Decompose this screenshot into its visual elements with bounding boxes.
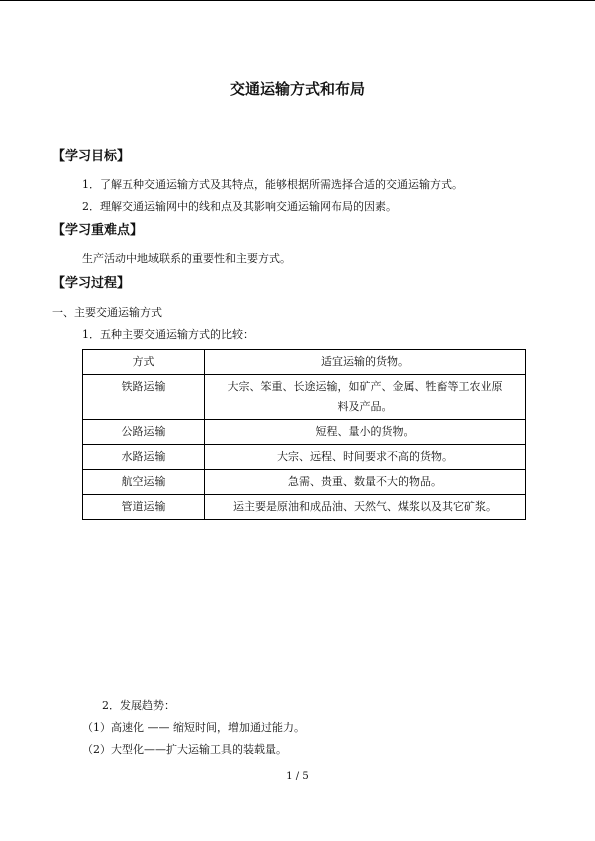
mode-cell: 铁路运输 (83, 375, 205, 420)
goods-cell-line-2: 料及产品。 (337, 400, 393, 413)
table-header-row (83, 350, 526, 375)
process-heading: 【学习过程】 (52, 276, 131, 291)
trend-item-1: （1）高速化 —— 缩短时间，增加通过能力。 (82, 721, 305, 734)
goods-cell: 大宗、远程、时间要求不高的货物。 (205, 445, 526, 470)
header-goods: 适宜运输的货物。 (205, 350, 526, 375)
key-points-heading: 【学习重难点】 (52, 223, 144, 238)
header-mode: 方式 (83, 350, 205, 375)
goods-cell: 运主要是原油和成品油、天然气、煤浆以及其它矿浆。 (205, 495, 526, 520)
mode-cell: 公路运输 (83, 420, 205, 445)
header-rule (0, 0, 595, 1)
subsection-2-heading: 2．发展趋势： (102, 699, 175, 712)
mode-cell: 航空运输 (83, 470, 205, 495)
mode-cell: 水路运输 (83, 445, 205, 470)
table-row (83, 420, 526, 445)
page-title: 交通运输方式和布局 (229, 80, 365, 98)
table-row (83, 470, 526, 495)
objectives-heading: 【学习目标】 (52, 149, 131, 164)
table-row (83, 495, 526, 520)
transport-comparison-table (82, 349, 526, 520)
objective-item-1: 1．了解五种交通运输方式及其特点，能够根据所需选择合适的交通运输方式。 (82, 178, 463, 191)
goods-cell-line-1: 大宗、笨重、长途运输，如矿产、金属、牲畜等工农业原 (227, 380, 503, 393)
table-row (83, 375, 526, 420)
mode-cell: 管道运输 (83, 495, 205, 520)
goods-cell: 急需、贵重、数量不大的物品。 (205, 470, 526, 495)
table-row (83, 445, 526, 470)
page-number: 1 / 5 (286, 771, 309, 782)
section-1-heading: 一、主要交通运输方式 (52, 306, 162, 319)
objective-item-2: 2．理解交通运输网中的线和点及其影响交通运输网布局的因素。 (82, 200, 397, 213)
subsection-1-heading: 1．五种主要交通运输方式的比较： (82, 328, 254, 341)
key-points-text: 生产活动中地域联系的重要性和主要方式。 (82, 252, 291, 265)
goods-cell (205, 375, 526, 420)
trend-item-2: （2）大型化——扩大运输工具的装载量。 (82, 743, 287, 756)
goods-cell: 短程、量小的货物。 (205, 420, 526, 445)
